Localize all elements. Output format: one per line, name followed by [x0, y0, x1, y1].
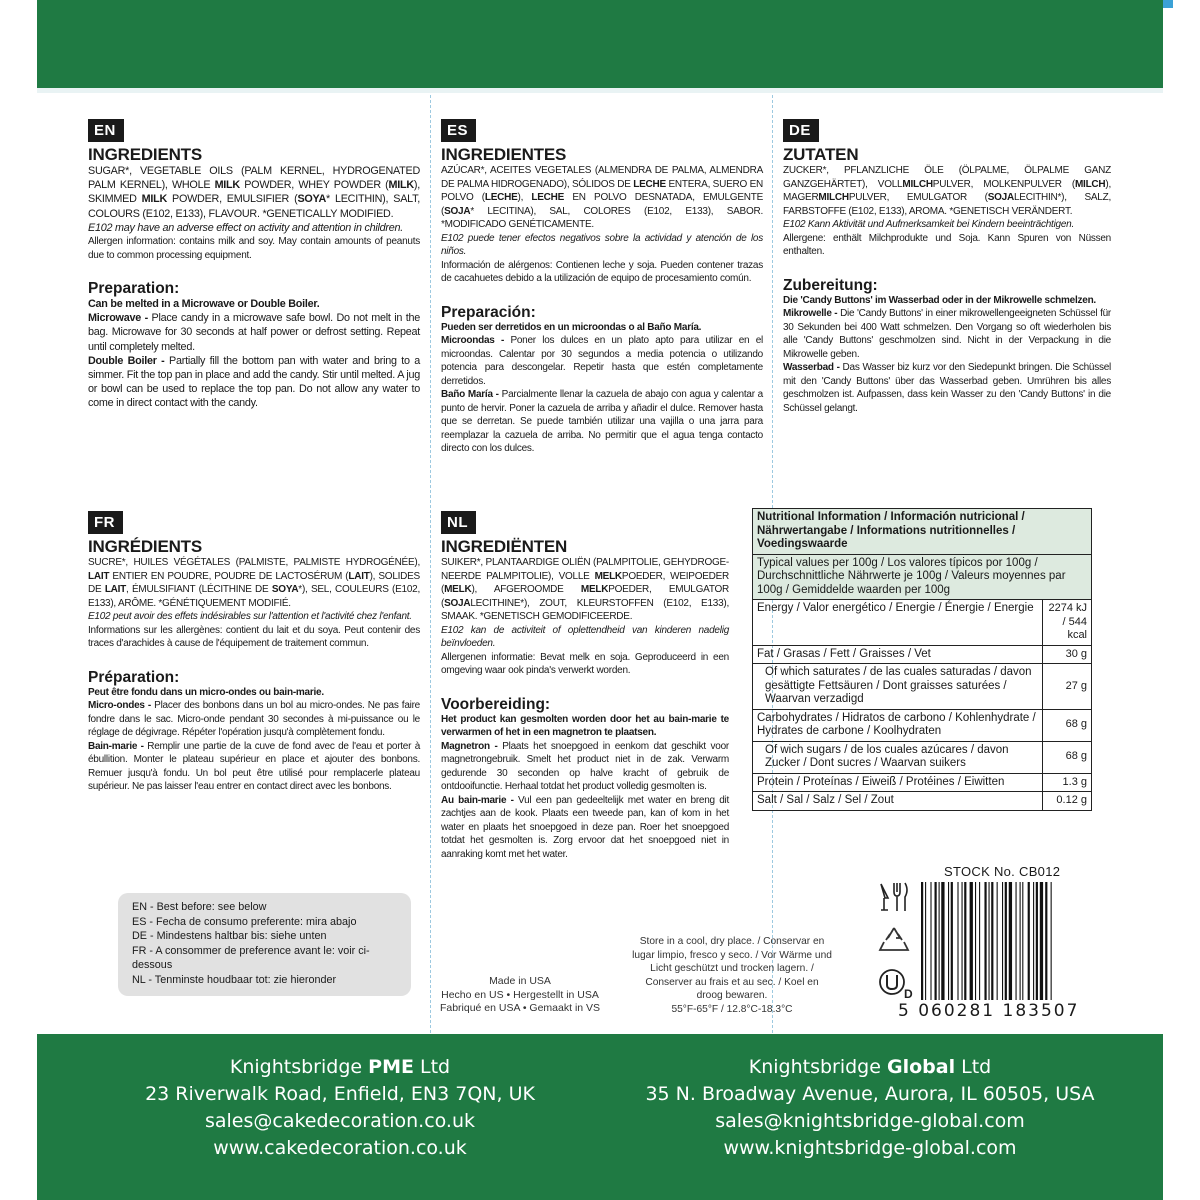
allergen-info: Allergene: enthält Milchprodukte und Soja. Kann Spuren von Nüssen enthalten.	[783, 232, 1111, 257]
nutrition-row	[753, 646, 1091, 665]
barcode	[919, 882, 1087, 1000]
preparation-text: Pueden ser derretidos en un microondas o al Baño María. Microondas - Poner los dulces en un plato apto para utilizar en el microondas. Calentar por 30 segundos a media potencia o utilizando potencia para descongelar. Repetir hasta que estén completamente derretidos. Baño María - Parcialmente llenar la cazuela de abajo con agua y calentar a punto de hervir. Poner la cazuela de arriba y añadir el dulce. Remover hasta que se derretan. Se puede también utilizar una vajilla o una jarra para reemplazar la cazuela de arriba. No permitir que el agua tenga contacto directo con los dulces.	[441, 321, 763, 454]
ingredients-text: SUIKER*, PLANTAARDIGE OLIËN (PALMPITOLIE, GEHYDROGE-NEERDE PALMPITOLIE), VOLLE MELKPOEDER, WEIPOEDER (MELK), AFGEROOMDE MELKPOEDER, EMULGATOR (SOJALECITHINE*), ZOUT, KLEURSTOFFEN (E102, E133), SMAAK. *GENETISCH GEMODIFICEERDE.	[441, 557, 730, 622]
corner-accent	[1163, 0, 1173, 8]
nutrition-row	[753, 600, 1091, 646]
made-in-line: Hecho en US • Hergestellt in USA	[441, 988, 599, 1001]
barcode-bar	[1022, 882, 1023, 1000]
nutrient-value: 30 g	[1065, 647, 1087, 660]
food-safe-icon	[878, 880, 910, 914]
allergen-info: Allergenen informatie: Bevat melk en soja. Geproduceerd in een omgeving waar ook pinda's verwerkt worden.	[441, 651, 729, 676]
stock-number: STOCK No. CB012	[944, 864, 1061, 879]
nutrient-label: Energy / Valor energético / Energie / Énergie / Energie	[753, 600, 1043, 645]
barcode-bar	[1045, 882, 1047, 1000]
footer-address-uk	[120, 1054, 560, 1162]
typical-values: Typical values per 100g / Los valores típicos por 100g / Durchschnittliche Nährwerte je 100g / Valeurs moyennes par 100g / Gemiddelde waarden per 100g	[753, 555, 1091, 601]
barcode-bar	[962, 882, 963, 1000]
barcode-bar	[989, 882, 990, 1000]
ingredients-text: SUCRE*, HUILES VÉGÉTALES (PALMISTE, PALMISTE HYDROGÉNÉE), LAIT ENTIER EN POUDRE, POUDRE DE LACTOSÉRUM (LAIT), SOLIDES DE LAIT, ÉMULSIFIANT (LÉCITHINE DE SOYA*), SEL, COULEURS (E102, E133), ARÔME. *GÉNÉTIQUEMENT MODIFIÉ.	[88, 557, 421, 609]
preparation-text: Peut être fondu dans un micro-ondes ou bain-marie. Micro-ondes - Placer des bonbons dans un bol au micro-ondes. Ne pas faire fondre dans le sac. Micro-onde pendant 30 secondes à mi-puissance ou le réglage de dégivrage. Répéter l'opération jusqu'à complètement fondu. Bain-marie - Remplir une partie de la cuve de fond avec de l'eau et porter à ébullition. Monter le plateau supérieur en place et ajouter des bonbons. Remuer jusqu'à fondu. Un bol peut être utilisé pour remplacerle plateau supérieur. Ne pas laisser l'eau entrer en contact direct avec les bonbons.	[88, 686, 421, 792]
nutrition-row	[753, 792, 1091, 810]
e102-warning: E102 puede tener efectos negativos sobre la actividad y atención de los niños.	[441, 232, 763, 257]
barcode-bar	[1020, 882, 1021, 1000]
best-before-line: FR - A consommer de preference avant le: voir ci-dessous	[132, 944, 370, 972]
barcode-bar	[935, 882, 937, 1000]
svg-text:D: D	[904, 987, 913, 1000]
ingredients-title: INGREDIENTES	[441, 145, 567, 164]
language-tag: ES	[441, 119, 476, 142]
preparation-text: Die 'Candy Buttons' im Wasserbad oder in der Mikrowelle schmelzen. Mikrowelle - Die 'Candy Buttons' in einer mikrowellengeeigneten Schüssel für 30 Sekunden bei 400 Watt schmelzen. Den Vorgang so oft wiederholen bis alle 'Candy Buttons' geschmolzen sind. Nicht in der Verpackung in die Mikrowelle geben. Wasserbad - Das Wasser biz kurz vor den Siedepunkt bringen. Die Schüssel mit den 'Candy Buttons' über das Wasserbad geben. Umrühren bis alles geschmolzen ist. Aufpassen, dass kein Wasser zu den 'Candy Buttons' in die Schüssel gelangt.	[783, 294, 1111, 414]
barcode-bar	[941, 882, 944, 1000]
barcode-bar	[964, 882, 966, 1000]
storage-text: Store in a cool, dry place. / Conservar en lugar limpio, fresco y seco. / Vor Wärme und Licht geschützt und trocken lagern. / Conserver au frais et au sec. / Koel en droog bewaren.	[632, 936, 832, 1002]
language-tag: FR	[88, 511, 123, 534]
section-en	[88, 119, 420, 411]
barcode-bar	[948, 882, 949, 1000]
nutrient-value: 2274 kJ / 544 kcal	[1048, 602, 1087, 641]
barcode-bar	[957, 882, 958, 1000]
barcode-number: 5 060281 183507	[898, 1001, 1080, 1021]
ingredients-title: INGREDIENTS	[88, 145, 202, 164]
storage-temp: 55°F-65°F / 12.8°C-18.3°C	[671, 1003, 793, 1015]
best-before-line: ES - Fecha de consumo preferente: mira abajo	[132, 915, 357, 928]
preparation-title: Préparation:	[88, 668, 180, 686]
postal-address: 23 Riverwalk Road, Enfield, EN3 7QN, UK	[145, 1083, 535, 1105]
barcode-bar	[930, 882, 931, 1000]
barcode-bar	[1009, 882, 1012, 1000]
section-de	[783, 119, 1111, 415]
made-in-line: Made in USA	[489, 975, 551, 987]
nutrient-label: Of wich sugars / de los cuales azúcares / davon Zucker / Dont sucres / Waarvan suikers	[753, 742, 1043, 773]
best-before-line: DE - Mindestens haltbar bis: siehe unten	[132, 930, 327, 943]
nutrient-label: Of which saturates / de las cuales saturadas / davon gesättigte Fettsäuren / Dont graisses saturées / Waarvan verzadigd	[753, 664, 1043, 709]
ingredients-text: ZUCKER*, PFLANZLICHE ÖLE (ÖLPALME, ÖLPALME GANZ GANZGEHÄRTET), VOLLMILCHPULVER, MOLKENPULVER (MILCH), MAGERMILCHPULVER, EMULGATOR (SOJALECITHIN*), SALZ, FARBSTOFFE (E102, E133), AROMA. *GENETISCH VERÄNDERT.	[783, 165, 1111, 217]
kosher-dairy-icon	[878, 966, 914, 1000]
best-before-line: NL - Tenminste houdbaar tot: zie hieronder	[132, 973, 337, 986]
barcode-bar	[1040, 882, 1043, 1000]
e102-warning: E102 Kann Aktivität und Aufmerksamkeit bei Kindern beeinträchtigen.	[783, 219, 1075, 230]
recycle-icon	[878, 924, 910, 956]
top-strip	[37, 88, 1163, 93]
company-name: Knightsbridge PME Ltd	[229, 1056, 451, 1078]
ingredients-text: SUGAR*, VEGETABLE OILS (PALM KERNEL, HYDROGENATED PALM KERNEL), WHOLE MILK POWDER, WHEY POWDER (MILK), SKIMMED MILK POWDER, EMULSIFIER (SOYA* LECITHIN), SALT, COLOURS (E102, E133), FLAVOUR. *GENETICALLY MODIFIED.	[88, 165, 420, 220]
nutrition-row	[753, 664, 1091, 710]
symbol-icons	[878, 880, 914, 1010]
barcode-bar	[984, 882, 986, 1000]
nutrition-row	[753, 774, 1091, 793]
nutrient-label: Fat / Grasas / Fett / Graisses / Vet	[753, 646, 1043, 664]
language-tag: DE	[783, 119, 819, 142]
language-tag: NL	[441, 511, 476, 534]
preparation-title: Zubereitung:	[783, 276, 878, 294]
e102-warning: E102 may have an adverse effect on activity and attention in children.	[88, 221, 404, 234]
nutrient-value: 1.3 g	[1062, 775, 1087, 788]
preparation-text: Can be melted in a Microwave or Double Boiler. Microwave - Place candy in a microwave safe bowl. Do not melt in the bag. Microwave for 30 seconds at half power or defrost setting. Repeat until completely melted. Double Boiler - Partially fill the bottom pan with water and bring to a simmer. Fit the top pan in place and add the candy. Stir until melted. A jug or bowl can be used to replace the top pan. Do not allow any water to come in direct contact with the candy.	[88, 298, 420, 410]
preparation-title: Preparation:	[88, 280, 180, 298]
footer-address-us	[630, 1054, 1110, 1162]
top-brand-band	[37, 0, 1163, 88]
ingredients-title: ZUTATEN	[783, 145, 859, 164]
postal-address: 35 N. Broadway Avenue, Aurora, IL 60505, USA	[645, 1083, 1095, 1105]
barcode-bar	[1002, 882, 1003, 1000]
company-name: Knightsbridge Global Ltd	[748, 1056, 992, 1078]
best-before-box	[118, 893, 411, 996]
nutrient-value: 68 g	[1065, 750, 1087, 763]
website-link[interactable]: www.knightsbridge-global.com	[723, 1137, 1017, 1159]
section-nl	[441, 511, 729, 861]
barcode-bar	[975, 882, 976, 1000]
fold-guide	[430, 95, 431, 1033]
nutrition-title: Nutritional Information / Información nutricional / Nährwertangabe / Informations nutritionnelles / Voedingswaarde	[753, 509, 1091, 555]
barcode-bar	[921, 882, 923, 1000]
e102-warning: E102 peut avoir des effets indésirables sur l'attention et l'activité chez l'enfant.	[88, 611, 412, 622]
nutrient-label: Protein / Proteínas / Eiweiß / Protéines / Eiwitten	[753, 774, 1043, 792]
ingredients-title: INGRÉDIENTS	[88, 537, 202, 556]
barcode-bar	[1051, 882, 1052, 1000]
nutrient-value: 0.12 g	[1056, 794, 1087, 806]
made-in-line: Fabriqué en USA • Gemaakt in VS	[439, 1002, 601, 1014]
nutrition-row	[753, 710, 1091, 742]
language-tag: EN	[88, 119, 124, 142]
barcode-bar	[1016, 882, 1017, 1000]
email-link[interactable]: sales@cakedecoration.co.uk	[204, 1110, 476, 1132]
barcode-bar	[951, 882, 953, 1000]
barcode-bar	[1033, 882, 1034, 1000]
best-before-line: EN - Best before: see below	[132, 901, 267, 913]
barcode-bar	[1036, 882, 1038, 1000]
section-fr	[88, 511, 420, 794]
barcode-bar	[979, 882, 980, 1000]
nutrient-value: 27 g	[1065, 679, 1087, 692]
barcode-bar	[939, 882, 940, 1000]
ingredients-title: INGREDIËNTEN	[441, 537, 568, 556]
barcode-bar	[925, 882, 926, 1000]
nutrition-row	[753, 742, 1091, 774]
barcode-bar	[991, 882, 993, 1000]
e102-warning: E102 kan de activiteit of oplettendheid van kinderen nadelig beïnvloeden.	[441, 624, 729, 649]
made-in	[420, 975, 620, 1016]
preparation-title: Voorbereiding:	[441, 695, 551, 713]
barcode-bar	[1005, 882, 1007, 1000]
nutrient-label: Carbohydrates / Hidratos de carbono / Kohlenhydrate / Hydrates de carbone / Koolhydraten	[753, 710, 1043, 741]
barcode-bar	[1028, 882, 1030, 1000]
allergen-info: Información de alérgenos: Contienen leche y soja. Pueden contener trazas de cacahuetes debido a la utilización de equipo de procesamiento común.	[441, 259, 763, 284]
email-link[interactable]: sales@knightsbridge-global.com	[715, 1110, 1025, 1132]
barcode-bar	[997, 882, 998, 1000]
preparation-title: Preparación:	[441, 303, 536, 321]
nutrition-table	[752, 508, 1092, 811]
barcode-bar	[970, 882, 973, 1000]
preparation-text: Het product kan gesmolten worden door het au bain-marie te verwarmen of het in een magnetron te plaatsen. Magnetron - Plaats het snoepgoed in eenkom dat geschikt voor magnetrongebruik. Smelt het product niet in de zak. Verwarm gedurende 30 seconden op halve kracht of gebruik de ontdooifunctie. Herhaal totdat het product volledig gesmolten is. Au bain-marie - Vul een pan gedeeltelijk met water en breng dit zachtjes aan de kook. Plaats een tweede pan, kan of kom in het water en plaats het snoepgoed in deze pan. Roer het snoepgoed totdat het gesmolten is. Zorg ervoor dat het snoepgoed niet in aanraking komt met het water.	[441, 713, 730, 860]
storage-info	[632, 935, 832, 1017]
website-link[interactable]: www.cakedecoration.co.uk	[213, 1137, 467, 1159]
allergen-info: Allergen information: contains milk and soy. May contain amounts of peanuts due to common processing equipment.	[88, 236, 420, 261]
section-es	[441, 119, 763, 456]
nutrient-label: Salt / Sal / Salz / Sel / Zout	[753, 792, 1043, 810]
nutrient-value: 68 g	[1065, 718, 1087, 731]
ingredients-text: AZÚCAR*, ACEITES VEGETALES (ALMENDRA DE PALMA, ALMENDRA DE PALMA HIDROGENADO), SÓLIDOS DE LECHE ENTERA, SUERO EN POLVO (LECHE), LECHE EN POLVO DESNATADA, EMULGENTE (SOJA* LECITINA), SAL, COLORES (E102, E133), SABOR. *MODIFICADO GENÉTICAMENTE.	[441, 165, 763, 230]
allergen-info: Informations sur les allergènes: contient du lait et du soya. Peut contenir des traces d'arachides à cause de l'équipement de traitement commun.	[88, 624, 420, 649]
